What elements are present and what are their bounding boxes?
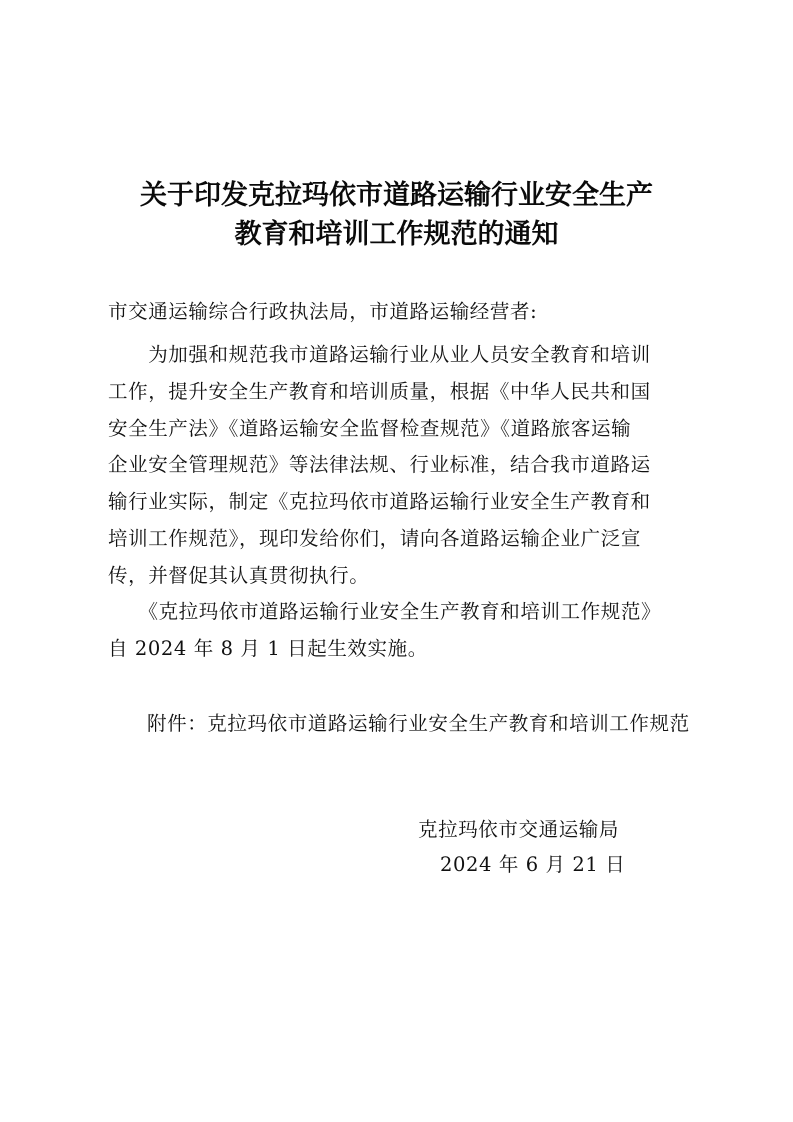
paragraph-1-line: 输行业实际，制定《克拉玛依市道路运输行业安全生产教育和 (108, 490, 651, 513)
paragraph-1-line: 传，并督促其认真贯彻执行。 (108, 564, 370, 587)
paragraph-1-line: 企业安全管理规范》等法律法规、行业标准，结合我市道路运 (108, 453, 651, 476)
issue-date: 2024 年 6 月 21 日 (440, 853, 626, 876)
paragraph-1-line: 工作，提升安全生产教育和培训质量，根据《中华人民共和国 (108, 380, 651, 403)
issuer-signature: 克拉玛依市交通运输局 (418, 818, 620, 841)
paragraph-1-line: 为加强和规范我市道路运输行业从业人员安全教育和培训 (108, 343, 651, 366)
attachment-note: 附件：克拉玛依市道路运输行业安全生产教育和培训工作规范 (147, 712, 690, 735)
document-title-line-1: 关于印发克拉玛依市道路运输行业安全生产 (140, 180, 653, 211)
paragraph-2-line: 《克拉玛依市道路运输行业安全生产教育和培训工作规范》 (108, 600, 662, 623)
salutation: 市交通运输综合行政执法局，市道路运输经营者: (108, 300, 538, 323)
paragraph-2-line: 自 2024 年 8 月 1 日起生效实施。 (108, 637, 428, 660)
paragraph-1-line: 培训工作规范》，现印发给你们，请向各道路运输企业广泛宣 (108, 527, 641, 550)
paragraph-1-line: 安全生产法》《道路运输安全监督检查规范》《道路旅客运输 (108, 417, 632, 440)
document-title-line-2: 教育和培训工作规范的通知 (234, 219, 559, 250)
